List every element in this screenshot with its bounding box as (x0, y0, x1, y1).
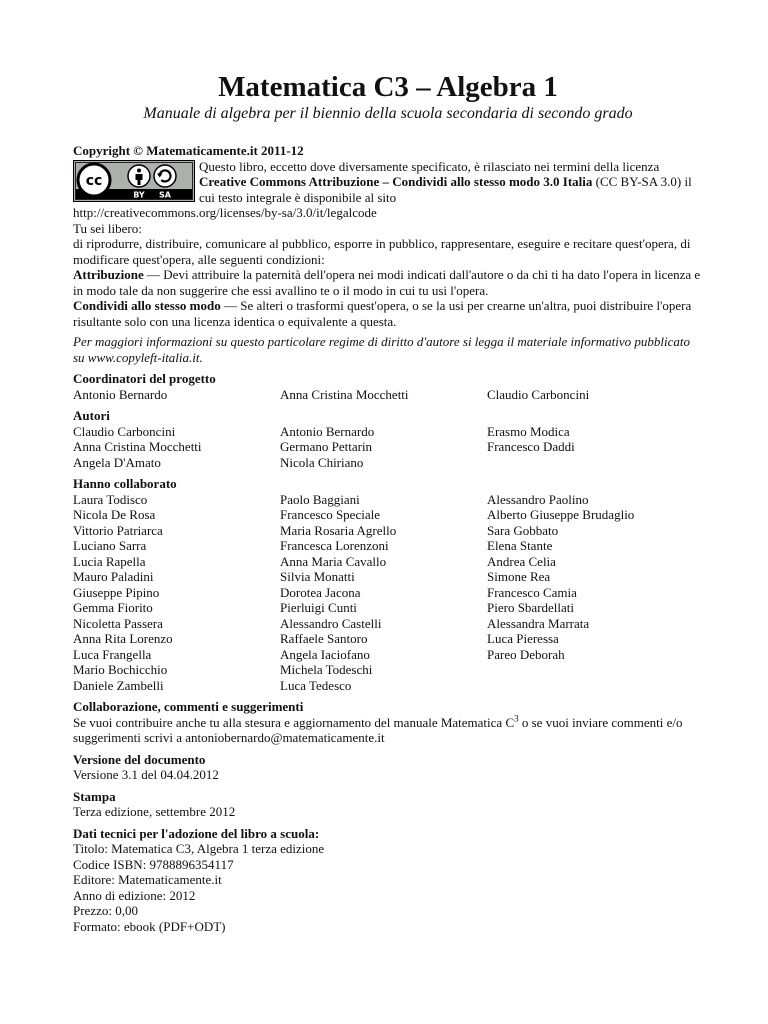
coordinator-name: Antonio Bernardo (73, 386, 168, 402)
free-line: Tu sei libero: (73, 220, 142, 236)
tech-data-line: Editore: Matematicamente.it (73, 872, 222, 887)
collaborator-name: Mauro Paladini (73, 569, 154, 584)
tech-data-line: Titolo: Matematica C3, Algebra 1 terza edizione (73, 841, 325, 856)
collaborator-name: Luciano Sarra (73, 538, 147, 553)
collaborator-name: Raffaele Santoro (280, 631, 368, 646)
rights-text: di riprodurre, distribuire, comunicare al pubblico, esporre in pubblico, rappresentare, eseguire e recitare quest'opera, di modificare quest'opera, alle seguenti condizioni: (73, 236, 691, 267)
print-heading: Stampa (73, 788, 116, 804)
feedback-text-outro: o se vuoi inviare commenti e/o suggerimenti scrivi a antoniobernardo@matematicamente.it (73, 714, 683, 745)
collaborator-name: Alessandro Paolino (487, 491, 589, 507)
license-text-outro: (CC BY-SA 3.0) il cui testo integrale è disponibile al sito (199, 174, 692, 205)
coordinator-name: Anna Cristina Mocchetti (280, 386, 409, 402)
tech-data-line: Formato: ebook (PDF+ODT) (73, 918, 226, 934)
collaborator-name: Sara Gobbato (487, 522, 559, 538)
collaborator-name: Luca Pieressa (487, 631, 559, 646)
copyright-note: Per maggiori informazioni su questo particolare regime di diritto d'autore si legga il materiale informativo pubblicato su www.copyleft-italia.it. (73, 334, 690, 365)
tech-data-line: Prezzo: 0,00 (73, 903, 138, 918)
share-alike-clause (73, 298, 703, 329)
feedback-superscript: 3 (514, 713, 519, 724)
collaborator-name: Francesco Camia (487, 584, 577, 600)
author-name: Claudio Carboncini (73, 423, 176, 439)
license-text-intro: Questo libro, eccetto dove diversamente specificato, è rilasciato nei termini della licenza (199, 158, 660, 174)
attribution-text: — Devi attribuire la paternità dell'opera nei modi indicati dall'autore o da chi ti ha dato l'opera in licenza e in modo tale da non suggerire che essi avallino te o il modo in cui tu usi l'opera. (73, 267, 701, 298)
tech-data-heading: Dati tecnici per l'adozione del libro a scuola: (73, 825, 320, 841)
share-alike-label: Condividi allo stesso modo (73, 298, 221, 313)
collaborator-name: Francesca Lorenzoni (280, 538, 389, 553)
print-section (73, 789, 703, 820)
collaborator-name (487, 662, 703, 678)
coordinators-heading: Coordinatori del progetto (73, 371, 216, 386)
collaborator-name: Maria Rosaria Agrello (280, 522, 397, 538)
collaborator-name: Piero Sbardellati (487, 600, 575, 615)
badge-cc-text: cc (85, 172, 103, 189)
share-alike-text: — Se alteri o trasformi quest'opera, o se la usi per crearne un'altra, puoi distribuire l'opera risultante solo con una licenza identica o equivalente a questa. (73, 298, 692, 329)
document-subtitle: Manuale di algebra per il biennio della scuola secondaria di secondo grado (143, 105, 633, 122)
tech-data-section (73, 826, 703, 935)
collaborator-name: Giuseppe Pipino (73, 584, 160, 600)
license-block (73, 159, 703, 206)
document-title: Matematica C3 – Algebra 1 (218, 71, 558, 103)
collaborator-name: Laura Todisco (73, 491, 148, 507)
version-heading: Versione del documento (73, 751, 206, 767)
collaborator-name: Michela Todeschi (280, 662, 373, 677)
authors-list (73, 424, 703, 471)
badge-sa-text: SA (159, 190, 171, 199)
license-name: Creative Commons Attribuzione – Condividi allo stesso modo 3.0 Italia (199, 174, 593, 189)
collaborator-name: Pareo Deborah (487, 646, 565, 662)
attribution-label: Attribuzione (73, 267, 144, 282)
collaborator-name: Nicoletta Passera (73, 615, 163, 631)
print-text: Terza edizione, settembre 2012 (73, 804, 236, 819)
collaborator-name: Alberto Giuseppe Brudaglio (487, 507, 635, 522)
collaborator-name: Paolo Baggiani (280, 491, 360, 507)
license-text (199, 159, 703, 206)
author-name: Angela D'Amato (73, 454, 161, 470)
tech-data-line: Anno di edizione: 2012 (73, 887, 196, 903)
author-name: Antonio Bernardo (280, 423, 375, 439)
authors-heading: Autori (73, 408, 110, 423)
authors-section (73, 408, 703, 470)
author-name: Erasmo Modica (487, 423, 570, 439)
collaborator-name: Elena Stante (487, 538, 553, 553)
collaborator-name: Alessandra Marrata (487, 615, 590, 631)
feedback-text (73, 715, 703, 746)
collaborator-name: Alessandro Castelli (280, 615, 382, 631)
tech-data-lines (73, 841, 703, 934)
tech-data-line: Codice ISBN: 9788896354117 (73, 856, 234, 872)
collaborators-section (73, 476, 703, 693)
collaborator-name: Luca Tedesco (280, 677, 352, 693)
collaborator-name: Daniele Zambelli (73, 677, 164, 693)
collaborator-name (487, 678, 703, 694)
coordinators-list (73, 387, 703, 403)
feedback-text-intro: Se vuoi contribuire anche tu alla stesura e aggiornamento del manuale Matematica C (73, 714, 515, 730)
collaborator-name: Pierluigi Cunti (280, 600, 357, 615)
version-section (73, 752, 703, 783)
collaborator-name: Dorotea Jacona (280, 584, 361, 600)
badge-by-text: BY (133, 190, 145, 199)
coordinators-section (73, 371, 703, 402)
author-name: Nicola Chiriano (280, 454, 364, 470)
license-url: http://creativecommons.org/licenses/by-sa/3.0/it/legalcode (73, 205, 377, 220)
feedback-section (73, 699, 703, 746)
version-text: Versione 3.1 del 04.04.2012 (73, 767, 219, 782)
collaborator-name: Vittorio Patriarca (73, 522, 163, 538)
collaborator-name: Angela Iaciofano (280, 646, 370, 662)
author-name: Francesco Daddi (487, 439, 575, 454)
document-page (73, 72, 703, 934)
copyright-heading: Copyright © Matematicamente.it 2011-12 (73, 143, 304, 158)
collaborator-name: Mario Bochicchio (73, 662, 168, 677)
collaborator-name: Anna Rita Lorenzo (73, 631, 173, 646)
collaborator-name: Silvia Monatti (280, 569, 355, 584)
author-name: Anna Cristina Mocchetti (73, 439, 202, 454)
collaborator-name: Simone Rea (487, 569, 551, 584)
copyright-section (73, 143, 703, 365)
cc-by-sa-badge-icon (73, 160, 195, 202)
coordinator-name: Claudio Carboncini (487, 386, 590, 402)
feedback-heading: Collaborazione, commenti e suggerimenti (73, 699, 304, 714)
collaborator-name: Francesco Speciale (280, 507, 380, 522)
attribution-clause (73, 267, 703, 298)
collaborator-name: Anna Maria Cavallo (280, 553, 387, 569)
collaborators-list (73, 492, 703, 694)
collaborator-name: Luca Frangella (73, 646, 152, 662)
collaborators-heading: Hanno collaborato (73, 476, 177, 491)
author-name (487, 455, 703, 471)
collaborator-name: Lucia Rapella (73, 553, 146, 569)
author-name: Germano Pettarin (280, 439, 373, 454)
collaborator-name: Gemma Fiorito (73, 600, 153, 615)
collaborator-name: Nicola De Rosa (73, 507, 156, 522)
collaborator-name: Andrea Celia (487, 553, 556, 569)
